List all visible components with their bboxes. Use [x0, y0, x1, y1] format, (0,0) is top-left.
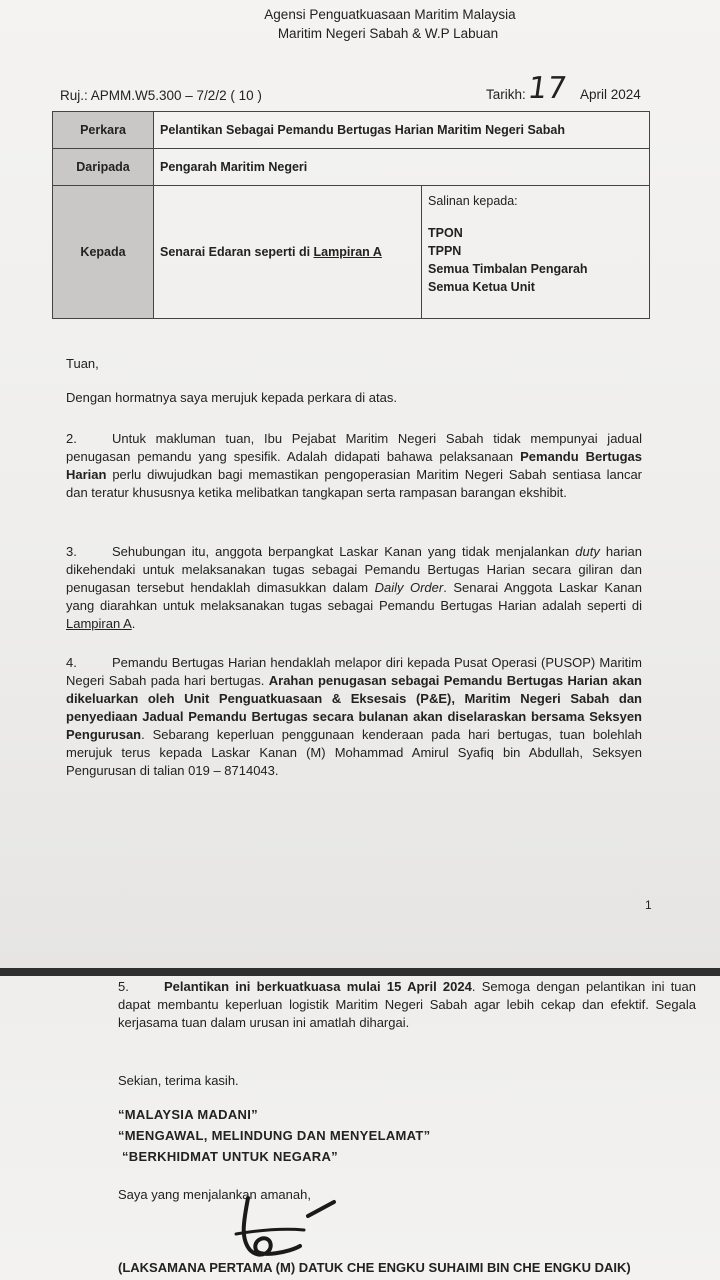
page-number: 1 — [645, 898, 652, 912]
closing-line: Sekian, terima kasih. — [118, 1073, 239, 1088]
motto-1: “MALAYSIA MADANI” — [118, 1107, 258, 1122]
salinan-cell — [422, 186, 650, 319]
daripada-label: Daripada — [53, 149, 154, 186]
date-month-year: April 2024 — [579, 87, 641, 102]
paragraph-4: 4. Pemandu Bertugas Harian hendaklah melapor diri kepada Pusat Operasi (PUSOP) Maritim Negeri Sabah pada hari bertugas. Arahan penugasan sebagai Pemandu Bertugas Harian akan dikeluarkan oleh Unit Penguatkuasaan & Eksesais (P&E), Maritim Negeri Sabah dan penyediaan Jadual Pemandu Bertugas secara bulanan akan diselaraskan bersama Seksyen Pengurusan. Sebarang keperluan penggunaan kenderaan pada hari bertugas, tuan bolehlah merujuk terus kepada Laskar Kanan (M) Mohammad Amirul Syafiq bin Abdullah, Seksyen Pengurusan di talian 019 – 8714043. — [66, 655, 642, 778]
salinan-label: Salinan kepada: — [428, 194, 518, 208]
paragraph-2: 2. Untuk makluman tuan, Ibu Pejabat Maritim Negeri Sabah tidak mempunyai jadual penugasan pemandu yang spesifik. Adalah didapati bahawa pelaksanaan Pemandu Bertugas Harian perlu diwujudkan bagi memastikan pengoperasian Maritim Negeri Sabah sentiasa lancar dan teratur khususnya ketika melibatkan tangkapan serta rampasan barangan ekshibit. — [66, 431, 642, 500]
salinan-item: Semua Timbalan Pengarah — [428, 262, 588, 276]
agency-branch: Maritim Negeri Sabah & W.P Labuan — [277, 26, 499, 41]
kepada-value: Senarai Edaran seperti di Lampiran A — [154, 186, 422, 319]
paragraph-5: 5. Pelantikan ini berkuatkuasa mulai 15 April 2024. Semoga dengan pelantikan ini tuan dapat membantu keperluan logistik Maritim Negeri Sabah agar lebih cekap dan efektif. Segala kerjasama tuan dalam urusan ini amatlah dihargai. — [118, 979, 696, 1030]
salutation: Tuan, — [66, 356, 99, 371]
motto-3: “BERKHIDMAT UNTUK NEGARA” — [122, 1149, 338, 1164]
page-separator — [0, 968, 720, 976]
kepada-label: Kepada — [53, 186, 154, 319]
salinan-item: Semua Ketua Unit — [428, 280, 535, 294]
daripada-value: Pengarah Maritim Negeri — [154, 149, 650, 186]
memo-header-table — [52, 111, 650, 319]
intro-paragraph: Dengan hormatnya saya merujuk kepada perkara di atas. — [66, 390, 397, 405]
salinan-item: TPON — [428, 226, 463, 240]
motto-2: “MENGAWAL, MELINDUNG DAN MENYELAMAT” — [118, 1128, 431, 1143]
perkara-label: Perkara — [53, 112, 154, 149]
date-line — [486, 71, 641, 106]
amanah-line: Saya yang menjalankan amanah, — [118, 1187, 311, 1202]
date-label: Tarikh: — [486, 87, 526, 102]
date-day-handwritten: 17 — [525, 71, 569, 106]
salinan-item: TPPN — [428, 244, 462, 258]
reference-number: Ruj.: APMM.W5.300 – 7/2/2 ( 10 ) — [60, 88, 262, 103]
agency-name: Agensi Penguatkuasaan Maritim Malaysia — [264, 7, 516, 22]
handwritten-signature — [230, 1190, 350, 1265]
paragraph-3: 3. Sehubungan itu, anggota berpangkat Laskar Kanan yang tidak menjalankan duty harian dikehendaki untuk melaksanakan tugas sebagai Pemandu Bertugas Harian secara giliran dan penugasan tersebut hendaklah dimasukkan dalam Daily Order. Senarai Anggota Laskar Kanan yang diarahkan untuk melaksanakan tugas sebagai Pemandu Bertugas Harian adalah seperti di Lampiran A. — [66, 544, 642, 631]
signatory-name: (LAKSAMANA PERTAMA (M) DATUK CHE ENGKU SUHAIMI BIN CHE ENGKU DAIK) — [118, 1260, 631, 1275]
perkara-value: Pelantikan Sebagai Pemandu Bertugas Harian Maritim Negeri Sabah — [154, 112, 650, 149]
lampiran-a-link: Lampiran A — [313, 245, 382, 259]
